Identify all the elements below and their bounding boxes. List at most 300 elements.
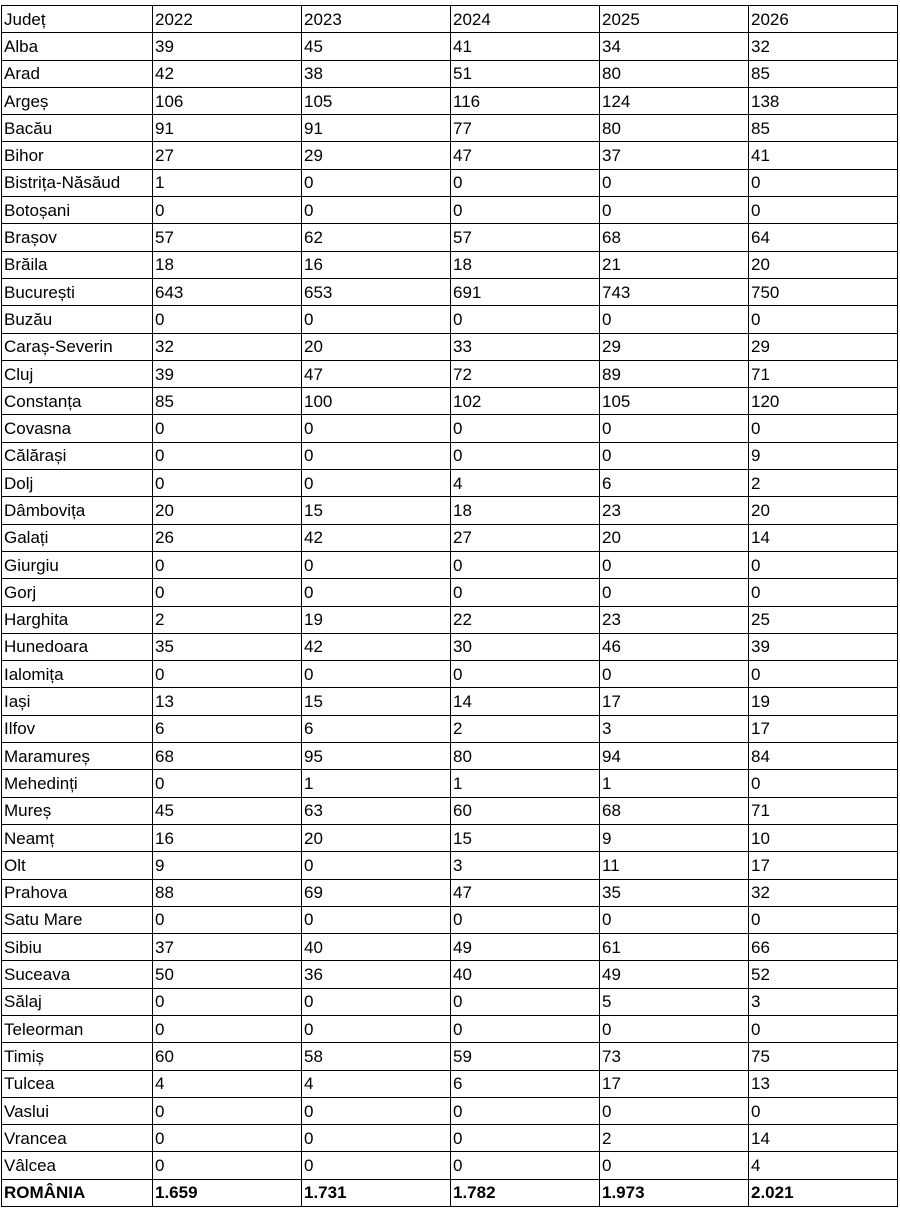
county-cell: Brașov bbox=[2, 224, 153, 251]
year-2025-cell: 0 bbox=[600, 1015, 749, 1042]
year-2023-cell: 0 bbox=[302, 551, 451, 578]
year-2023-cell: 105 bbox=[302, 87, 451, 114]
county-cell: Hunedoara bbox=[2, 633, 153, 660]
year-2025-cell: 49 bbox=[600, 961, 749, 988]
year-2023-cell: 0 bbox=[302, 169, 451, 196]
table-row bbox=[2, 33, 898, 60]
year-2026-cell: 0 bbox=[749, 1015, 898, 1042]
county-cell: Suceava bbox=[2, 961, 153, 988]
year-2024-cell: 0 bbox=[451, 197, 600, 224]
year-2022-cell: 18 bbox=[153, 251, 302, 278]
table-row bbox=[2, 688, 898, 715]
year-2025-cell: 0 bbox=[600, 661, 749, 688]
year-2023-cell: 15 bbox=[302, 688, 451, 715]
year-2025-cell: 20 bbox=[600, 524, 749, 551]
table-row bbox=[2, 1043, 898, 1070]
year-2026-cell: 64 bbox=[749, 224, 898, 251]
year-2024-cell: 47 bbox=[451, 142, 600, 169]
year-2026-cell: 0 bbox=[749, 415, 898, 442]
table-row bbox=[2, 797, 898, 824]
year-2026-cell: 41 bbox=[749, 142, 898, 169]
county-cell: Bacău bbox=[2, 115, 153, 142]
county-cell: Tulcea bbox=[2, 1070, 153, 1097]
year-2023-cell: 15 bbox=[302, 497, 451, 524]
year-2022-cell: 0 bbox=[153, 1015, 302, 1042]
year-2022-cell: 45 bbox=[153, 797, 302, 824]
year-2024-cell: 18 bbox=[451, 497, 600, 524]
year-2025-cell: 0 bbox=[600, 906, 749, 933]
year-2026-cell: 17 bbox=[749, 852, 898, 879]
year-2022-cell: 13 bbox=[153, 688, 302, 715]
year-2022-cell: 50 bbox=[153, 961, 302, 988]
year-2023-cell: 0 bbox=[302, 1152, 451, 1179]
year-2023-cell: 62 bbox=[302, 224, 451, 251]
year-2026-cell: 4 bbox=[749, 1152, 898, 1179]
year-2025-cell: 11 bbox=[600, 852, 749, 879]
year-2022-cell: 0 bbox=[153, 442, 302, 469]
year-2026-cell: 39 bbox=[749, 633, 898, 660]
county-cell: Buzău bbox=[2, 306, 153, 333]
year-2023-cell: 4 bbox=[302, 1070, 451, 1097]
year-2026-cell: 0 bbox=[749, 906, 898, 933]
year-2026-cell: 20 bbox=[749, 497, 898, 524]
table-row bbox=[2, 224, 898, 251]
year-2025-cell: 94 bbox=[600, 743, 749, 770]
table-row bbox=[2, 579, 898, 606]
year-2022-cell: 2022 bbox=[153, 6, 302, 33]
table-row bbox=[2, 388, 898, 415]
county-cell: Harghita bbox=[2, 606, 153, 633]
year-2023-cell: 1 bbox=[302, 770, 451, 797]
year-2023-cell: 45 bbox=[302, 33, 451, 60]
table-row bbox=[2, 497, 898, 524]
year-2024-cell: 51 bbox=[451, 60, 600, 87]
year-2023-cell: 40 bbox=[302, 934, 451, 961]
year-2025-cell: 2025 bbox=[600, 6, 749, 33]
county-cell: Vâlcea bbox=[2, 1152, 153, 1179]
table-row bbox=[2, 852, 898, 879]
year-2024-cell: 59 bbox=[451, 1043, 600, 1070]
year-2023-cell: 0 bbox=[302, 579, 451, 606]
county-cell: Covasna bbox=[2, 415, 153, 442]
year-2022-cell: 9 bbox=[153, 852, 302, 879]
table-row bbox=[2, 87, 898, 114]
year-2024-cell: 40 bbox=[451, 961, 600, 988]
county-cell: Botoșani bbox=[2, 197, 153, 224]
county-cell: Iași bbox=[2, 688, 153, 715]
year-2025-cell: 124 bbox=[600, 87, 749, 114]
table-row bbox=[2, 278, 898, 305]
year-2024-cell: 18 bbox=[451, 251, 600, 278]
year-2026-cell: 20 bbox=[749, 251, 898, 278]
table-row bbox=[2, 1015, 898, 1042]
year-2022-cell: 42 bbox=[153, 60, 302, 87]
year-2025-cell: 5 bbox=[600, 988, 749, 1015]
year-2026-cell: 85 bbox=[749, 115, 898, 142]
year-2025-cell: 17 bbox=[600, 688, 749, 715]
year-2022-cell: 57 bbox=[153, 224, 302, 251]
year-2024-cell: 0 bbox=[451, 306, 600, 333]
year-2023-cell: 653 bbox=[302, 278, 451, 305]
year-2024-cell: 77 bbox=[451, 115, 600, 142]
year-2023-cell: 0 bbox=[302, 1015, 451, 1042]
year-2024-cell: 41 bbox=[451, 33, 600, 60]
year-2022-cell: 0 bbox=[153, 1097, 302, 1124]
table-row bbox=[2, 1097, 898, 1124]
year-2024-cell: 2 bbox=[451, 715, 600, 742]
year-2023-cell: 0 bbox=[302, 415, 451, 442]
table-row bbox=[2, 1070, 898, 1097]
county-cell: Vrancea bbox=[2, 1125, 153, 1152]
table-row bbox=[2, 306, 898, 333]
table-row bbox=[2, 988, 898, 1015]
year-2023-cell: 29 bbox=[302, 142, 451, 169]
year-2023-cell: 0 bbox=[302, 661, 451, 688]
year-2025-cell: 68 bbox=[600, 797, 749, 824]
year-2026-cell: 0 bbox=[749, 306, 898, 333]
year-2026-cell: 13 bbox=[749, 1070, 898, 1097]
year-2022-cell: 39 bbox=[153, 360, 302, 387]
table-row bbox=[2, 551, 898, 578]
county-cell: Bistrița-Năsăud bbox=[2, 169, 153, 196]
year-2023-cell: 95 bbox=[302, 743, 451, 770]
county-cell: Sibiu bbox=[2, 934, 153, 961]
year-2022-cell: 0 bbox=[153, 551, 302, 578]
year-2022-cell: 35 bbox=[153, 633, 302, 660]
county-cell: Mehedinți bbox=[2, 770, 153, 797]
table-row bbox=[2, 824, 898, 851]
year-2024-cell: 116 bbox=[451, 87, 600, 114]
year-2026-cell: 0 bbox=[749, 661, 898, 688]
county-cell: Vaslui bbox=[2, 1097, 153, 1124]
county-cell: București bbox=[2, 278, 153, 305]
year-2026-cell: 0 bbox=[749, 770, 898, 797]
county-cell: Constanța bbox=[2, 388, 153, 415]
year-2024-cell: 33 bbox=[451, 333, 600, 360]
year-2025-cell: 0 bbox=[600, 579, 749, 606]
year-2022-cell: 643 bbox=[153, 278, 302, 305]
year-2026-cell: 2.021 bbox=[749, 1179, 898, 1206]
county-cell: Dolj bbox=[2, 470, 153, 497]
year-2023-cell: 36 bbox=[302, 961, 451, 988]
year-2024-cell: 60 bbox=[451, 797, 600, 824]
year-2024-cell: 57 bbox=[451, 224, 600, 251]
year-2024-cell: 0 bbox=[451, 1125, 600, 1152]
year-2023-cell: 0 bbox=[302, 988, 451, 1015]
year-2024-cell: 3 bbox=[451, 852, 600, 879]
year-2024-cell: 0 bbox=[451, 1097, 600, 1124]
year-2026-cell: 2 bbox=[749, 470, 898, 497]
county-cell: Galați bbox=[2, 524, 153, 551]
year-2026-cell: 0 bbox=[749, 551, 898, 578]
year-2025-cell: 35 bbox=[600, 879, 749, 906]
year-2026-cell: 85 bbox=[749, 60, 898, 87]
county-cell: Timiș bbox=[2, 1043, 153, 1070]
year-2025-cell: 0 bbox=[600, 1152, 749, 1179]
year-2022-cell: 0 bbox=[153, 770, 302, 797]
county-cell: Județ bbox=[2, 6, 153, 33]
year-2022-cell: 68 bbox=[153, 743, 302, 770]
year-2024-cell: 102 bbox=[451, 388, 600, 415]
year-2023-cell: 20 bbox=[302, 824, 451, 851]
year-2023-cell: 47 bbox=[302, 360, 451, 387]
year-2022-cell: 0 bbox=[153, 306, 302, 333]
county-cell: Giurgiu bbox=[2, 551, 153, 578]
year-2024-cell: 22 bbox=[451, 606, 600, 633]
county-cell: Neamț bbox=[2, 824, 153, 851]
year-2023-cell: 42 bbox=[302, 524, 451, 551]
year-2026-cell: 10 bbox=[749, 824, 898, 851]
table-row bbox=[2, 1152, 898, 1179]
year-2026-cell: 71 bbox=[749, 797, 898, 824]
year-2026-cell: 14 bbox=[749, 524, 898, 551]
year-2026-cell: 0 bbox=[749, 1097, 898, 1124]
year-2023-cell: 0 bbox=[302, 1097, 451, 1124]
year-2025-cell: 23 bbox=[600, 497, 749, 524]
year-2022-cell: 16 bbox=[153, 824, 302, 851]
year-2023-cell: 0 bbox=[302, 306, 451, 333]
year-2024-cell: 691 bbox=[451, 278, 600, 305]
county-cell: Mureș bbox=[2, 797, 153, 824]
table-row bbox=[2, 1125, 898, 1152]
year-2026-cell: 25 bbox=[749, 606, 898, 633]
year-2022-cell: 6 bbox=[153, 715, 302, 742]
year-2025-cell: 17 bbox=[600, 1070, 749, 1097]
year-2025-cell: 46 bbox=[600, 633, 749, 660]
year-2023-cell: 6 bbox=[302, 715, 451, 742]
year-2024-cell: 27 bbox=[451, 524, 600, 551]
year-2026-cell: 138 bbox=[749, 87, 898, 114]
year-2025-cell: 0 bbox=[600, 197, 749, 224]
year-2026-cell: 19 bbox=[749, 688, 898, 715]
year-2023-cell: 63 bbox=[302, 797, 451, 824]
year-2025-cell: 0 bbox=[600, 169, 749, 196]
year-2022-cell: 0 bbox=[153, 197, 302, 224]
year-2026-cell: 66 bbox=[749, 934, 898, 961]
table-row bbox=[2, 197, 898, 224]
year-2022-cell: 26 bbox=[153, 524, 302, 551]
year-2023-cell: 100 bbox=[302, 388, 451, 415]
total-row bbox=[2, 1179, 898, 1206]
year-2023-cell: 0 bbox=[302, 442, 451, 469]
year-2025-cell: 89 bbox=[600, 360, 749, 387]
year-2022-cell: 4 bbox=[153, 1070, 302, 1097]
year-2025-cell: 743 bbox=[600, 278, 749, 305]
year-2026-cell: 75 bbox=[749, 1043, 898, 1070]
table-row bbox=[2, 934, 898, 961]
year-2024-cell: 0 bbox=[451, 1015, 600, 1042]
year-2022-cell: 0 bbox=[153, 470, 302, 497]
year-2024-cell: 30 bbox=[451, 633, 600, 660]
year-2025-cell: 37 bbox=[600, 142, 749, 169]
county-cell: Călărași bbox=[2, 442, 153, 469]
year-2026-cell: 120 bbox=[749, 388, 898, 415]
year-2025-cell: 1 bbox=[600, 770, 749, 797]
year-2023-cell: 0 bbox=[302, 197, 451, 224]
year-2024-cell: 49 bbox=[451, 934, 600, 961]
county-cell: Teleorman bbox=[2, 1015, 153, 1042]
county-cell: Caraș-Severin bbox=[2, 333, 153, 360]
county-cell: ROMÂNIA bbox=[2, 1179, 153, 1206]
year-2026-cell: 17 bbox=[749, 715, 898, 742]
table-row bbox=[2, 879, 898, 906]
year-2023-cell: 1.731 bbox=[302, 1179, 451, 1206]
year-2024-cell: 0 bbox=[451, 169, 600, 196]
year-2024-cell: 0 bbox=[451, 579, 600, 606]
year-2024-cell: 0 bbox=[451, 1152, 600, 1179]
county-cell: Cluj bbox=[2, 360, 153, 387]
year-2025-cell: 2 bbox=[600, 1125, 749, 1152]
table-row bbox=[2, 142, 898, 169]
year-2024-cell: 4 bbox=[451, 470, 600, 497]
year-2024-cell: 1 bbox=[451, 770, 600, 797]
year-2025-cell: 1.973 bbox=[600, 1179, 749, 1206]
county-cell: Brăila bbox=[2, 251, 153, 278]
table-row bbox=[2, 60, 898, 87]
year-2025-cell: 29 bbox=[600, 333, 749, 360]
year-2022-cell: 20 bbox=[153, 497, 302, 524]
year-2023-cell: 0 bbox=[302, 852, 451, 879]
year-2022-cell: 2 bbox=[153, 606, 302, 633]
year-2024-cell: 47 bbox=[451, 879, 600, 906]
year-2024-cell: 0 bbox=[451, 906, 600, 933]
year-2022-cell: 1.659 bbox=[153, 1179, 302, 1206]
year-2025-cell: 0 bbox=[600, 306, 749, 333]
year-2022-cell: 0 bbox=[153, 579, 302, 606]
year-2025-cell: 105 bbox=[600, 388, 749, 415]
year-2023-cell: 38 bbox=[302, 60, 451, 87]
year-2022-cell: 32 bbox=[153, 333, 302, 360]
year-2022-cell: 0 bbox=[153, 988, 302, 1015]
table-row bbox=[2, 169, 898, 196]
year-2026-cell: 0 bbox=[749, 197, 898, 224]
year-2025-cell: 3 bbox=[600, 715, 749, 742]
year-2025-cell: 34 bbox=[600, 33, 749, 60]
year-2024-cell: 0 bbox=[451, 551, 600, 578]
year-2024-cell: 0 bbox=[451, 988, 600, 1015]
table-row bbox=[2, 743, 898, 770]
year-2022-cell: 85 bbox=[153, 388, 302, 415]
county-cell: Satu Mare bbox=[2, 906, 153, 933]
year-2025-cell: 9 bbox=[600, 824, 749, 851]
year-2026-cell: 52 bbox=[749, 961, 898, 988]
year-2023-cell: 20 bbox=[302, 333, 451, 360]
year-2026-cell: 2026 bbox=[749, 6, 898, 33]
year-2023-cell: 58 bbox=[302, 1043, 451, 1070]
year-2022-cell: 106 bbox=[153, 87, 302, 114]
county-cell: Gorj bbox=[2, 579, 153, 606]
county-data-table bbox=[1, 5, 898, 1207]
year-2026-cell: 0 bbox=[749, 169, 898, 196]
year-2023-cell: 0 bbox=[302, 1125, 451, 1152]
year-2025-cell: 0 bbox=[600, 1097, 749, 1124]
year-2023-cell: 2023 bbox=[302, 6, 451, 33]
year-2022-cell: 0 bbox=[153, 661, 302, 688]
year-2026-cell: 32 bbox=[749, 879, 898, 906]
year-2026-cell: 84 bbox=[749, 743, 898, 770]
table-row bbox=[2, 442, 898, 469]
year-2022-cell: 0 bbox=[153, 1125, 302, 1152]
year-2025-cell: 21 bbox=[600, 251, 749, 278]
table-row bbox=[2, 524, 898, 551]
year-2025-cell: 6 bbox=[600, 470, 749, 497]
county-cell: Ilfov bbox=[2, 715, 153, 742]
year-2023-cell: 0 bbox=[302, 906, 451, 933]
year-2022-cell: 0 bbox=[153, 1152, 302, 1179]
year-2024-cell: 80 bbox=[451, 743, 600, 770]
year-2026-cell: 9 bbox=[749, 442, 898, 469]
year-2025-cell: 23 bbox=[600, 606, 749, 633]
year-2024-cell: 0 bbox=[451, 442, 600, 469]
year-2022-cell: 91 bbox=[153, 115, 302, 142]
year-2022-cell: 0 bbox=[153, 906, 302, 933]
year-2023-cell: 91 bbox=[302, 115, 451, 142]
header-row bbox=[2, 6, 898, 33]
year-2024-cell: 6 bbox=[451, 1070, 600, 1097]
year-2024-cell: 0 bbox=[451, 661, 600, 688]
county-cell: Alba bbox=[2, 33, 153, 60]
year-2022-cell: 27 bbox=[153, 142, 302, 169]
year-2023-cell: 16 bbox=[302, 251, 451, 278]
table-row bbox=[2, 251, 898, 278]
year-2026-cell: 71 bbox=[749, 360, 898, 387]
year-2024-cell: 72 bbox=[451, 360, 600, 387]
county-cell: Prahova bbox=[2, 879, 153, 906]
year-2022-cell: 0 bbox=[153, 415, 302, 442]
county-cell: Arad bbox=[2, 60, 153, 87]
table-row bbox=[2, 115, 898, 142]
table-row bbox=[2, 415, 898, 442]
year-2025-cell: 80 bbox=[600, 60, 749, 87]
year-2025-cell: 80 bbox=[600, 115, 749, 142]
year-2026-cell: 3 bbox=[749, 988, 898, 1015]
county-cell: Dâmbovița bbox=[2, 497, 153, 524]
table-body bbox=[2, 6, 898, 1207]
table-row bbox=[2, 606, 898, 633]
county-cell: Bihor bbox=[2, 142, 153, 169]
year-2024-cell: 2024 bbox=[451, 6, 600, 33]
county-cell: Olt bbox=[2, 852, 153, 879]
year-2023-cell: 69 bbox=[302, 879, 451, 906]
table-row bbox=[2, 633, 898, 660]
year-2024-cell: 14 bbox=[451, 688, 600, 715]
year-2026-cell: 32 bbox=[749, 33, 898, 60]
year-2025-cell: 73 bbox=[600, 1043, 749, 1070]
year-2023-cell: 0 bbox=[302, 470, 451, 497]
year-2026-cell: 14 bbox=[749, 1125, 898, 1152]
table-row bbox=[2, 333, 898, 360]
year-2025-cell: 68 bbox=[600, 224, 749, 251]
year-2025-cell: 0 bbox=[600, 551, 749, 578]
table-row bbox=[2, 770, 898, 797]
year-2024-cell: 0 bbox=[451, 415, 600, 442]
year-2022-cell: 60 bbox=[153, 1043, 302, 1070]
table-row bbox=[2, 715, 898, 742]
year-2024-cell: 1.782 bbox=[451, 1179, 600, 1206]
county-cell: Ialomița bbox=[2, 661, 153, 688]
year-2022-cell: 37 bbox=[153, 934, 302, 961]
table-row bbox=[2, 470, 898, 497]
year-2025-cell: 0 bbox=[600, 442, 749, 469]
year-2022-cell: 88 bbox=[153, 879, 302, 906]
table-row bbox=[2, 360, 898, 387]
table-row bbox=[2, 906, 898, 933]
year-2023-cell: 42 bbox=[302, 633, 451, 660]
year-2023-cell: 19 bbox=[302, 606, 451, 633]
county-cell: Maramureș bbox=[2, 743, 153, 770]
county-cell: Argeș bbox=[2, 87, 153, 114]
county-cell: Sălaj bbox=[2, 988, 153, 1015]
